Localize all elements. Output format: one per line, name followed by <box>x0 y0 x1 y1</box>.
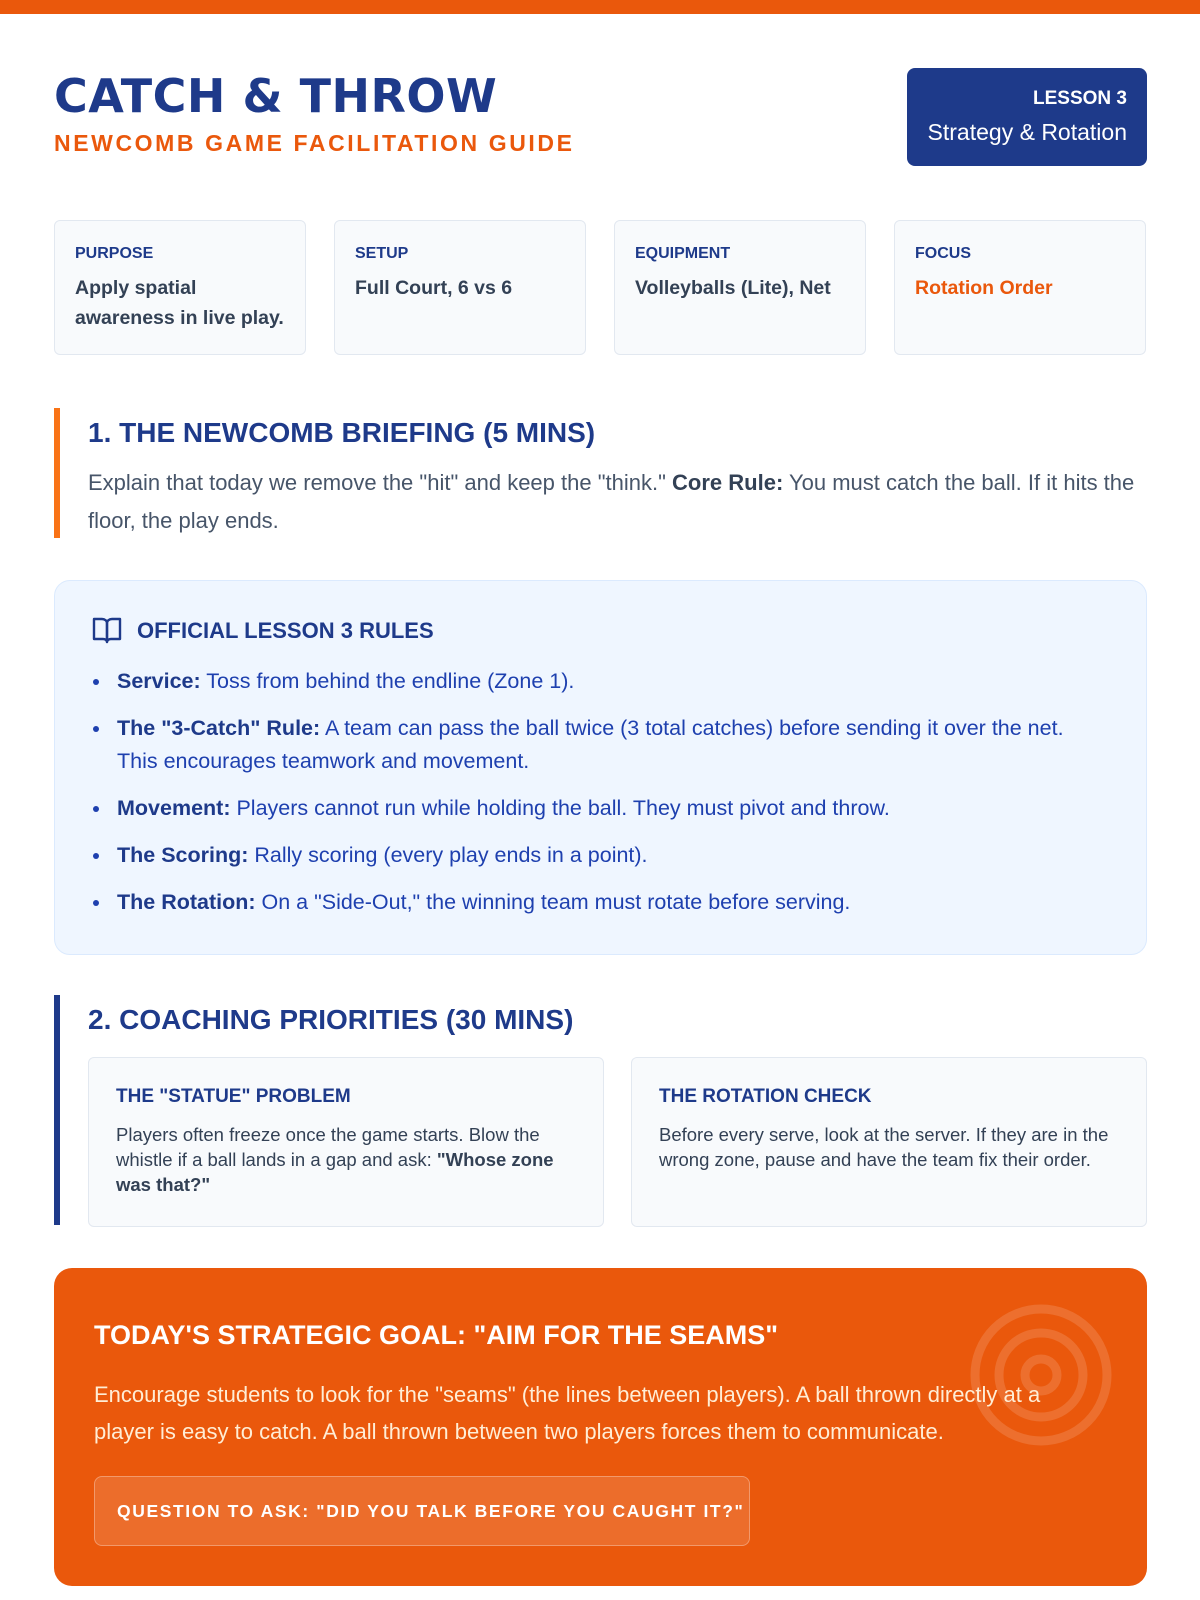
rule-term: The Rotation: <box>117 890 256 914</box>
goal-title: TODAY'S STRATEGIC GOAL: "AIM FOR THE SEAMS" <box>94 1320 779 1350</box>
rule-text: A team can pass the ball twice (3 total catches) before sending it over the net. This encourages teamwork and movement. <box>117 716 1064 773</box>
rule-term: Movement: <box>117 796 231 820</box>
info-card-value: Apply spatial awareness in live play. <box>75 277 284 329</box>
core-rule-label: Core Rule: <box>672 470 784 495</box>
tip-card-title: THE "STATUE" PROBLEM <box>116 1086 351 1107</box>
info-card-value: Full Court, 6 vs 6 <box>355 277 513 299</box>
briefing-text-rule: You must catch the ball. If it hits the floor, the play ends. <box>88 470 1135 533</box>
page-subtitle: NEWCOMB GAME FACILITATION GUIDE <box>54 130 575 156</box>
rule-movement <box>91 792 1101 825</box>
goal-question-callout: QUESTION TO ASK: "DID YOU TALK BEFORE YOU CAUGHT IT?" <box>94 1476 750 1546</box>
info-card-label: PURPOSE <box>75 245 154 262</box>
coaching-priorities-section <box>54 995 1147 1225</box>
tip-card-body: Before every serve, look at the server. If they are in the wrong zone, pause and have the team fix their order. <box>659 1124 1109 1170</box>
briefing-text-intro: Explain that today we remove the "hit" and keep the "think." <box>88 470 673 495</box>
rule-rotation <box>91 886 1101 919</box>
rule-text: On a "Side-Out," the winning team must rotate before serving. <box>255 890 851 914</box>
tip-card-statue-problem <box>88 1057 604 1227</box>
info-card-focus <box>894 220 1146 355</box>
book-open-icon <box>91 615 123 645</box>
info-card-purpose <box>54 220 306 355</box>
info-card-value: Volleyballs (Lite), Net <box>635 277 831 299</box>
rule-3-catch <box>91 712 1101 778</box>
tip-card-text <box>116 1122 577 1197</box>
rules-title: OFFICIAL LESSON 3 RULES <box>137 618 434 643</box>
lesson-number: LESSON 3 <box>1033 88 1127 109</box>
section-accent-bar <box>54 995 60 1225</box>
lesson-name: Strategy & Rotation <box>927 119 1127 145</box>
rule-text: Players cannot run while holding the ball. They must pivot and throw. <box>230 796 890 820</box>
page-title: CATCH & THROW <box>54 69 498 123</box>
tip-card-title: THE ROTATION CHECK <box>659 1086 872 1107</box>
rule-text: Toss from behind the endline (Zone 1). <box>200 669 575 693</box>
strategic-goal-box <box>54 1268 1147 1586</box>
tip-card-text <box>659 1122 1120 1172</box>
official-rules-box <box>54 580 1147 955</box>
lesson-badge <box>907 68 1147 166</box>
info-card-setup <box>334 220 586 355</box>
tip-card-question: "Whose zone was that?" <box>116 1149 554 1195</box>
rule-term: The Scoring: <box>117 843 249 867</box>
info-card-value: Rotation Order <box>915 277 1053 299</box>
tip-card-rotation-check <box>631 1057 1147 1227</box>
rule-term: Service: <box>117 669 201 693</box>
priorities-title: 2. COACHING PRIORITIES (30 MINS) <box>88 1004 574 1035</box>
briefing-title: 1. THE NEWCOMB BRIEFING (5 MINS) <box>88 417 596 448</box>
page-header <box>54 66 1147 166</box>
tip-card-body: Players often freeze once the game starts. Blow the whistle if a ball lands in a gap and ask: <box>116 1124 540 1170</box>
rule-term: The "3-Catch" Rule: <box>117 716 321 740</box>
info-card-label: SETUP <box>355 245 409 262</box>
info-cards <box>54 220 1147 355</box>
info-card-label: EQUIPMENT <box>635 245 731 262</box>
rules-list <box>91 665 1101 933</box>
top-accent-bar <box>0 0 1200 14</box>
rule-scoring <box>91 839 1101 872</box>
info-card-label: FOCUS <box>915 245 971 262</box>
goal-text: Encourage students to look for the "seams" (the lines between players). A ball thrown directly at a player is easy to catch. A ball thrown between two players forces them to communicate. <box>94 1382 1041 1444</box>
info-card-equipment <box>614 220 866 355</box>
briefing-section <box>54 408 1147 538</box>
briefing-text <box>88 464 1148 540</box>
rule-text: Rally scoring (every play ends in a point). <box>248 843 648 867</box>
rule-service <box>91 665 1101 698</box>
section-accent-bar <box>54 408 60 538</box>
